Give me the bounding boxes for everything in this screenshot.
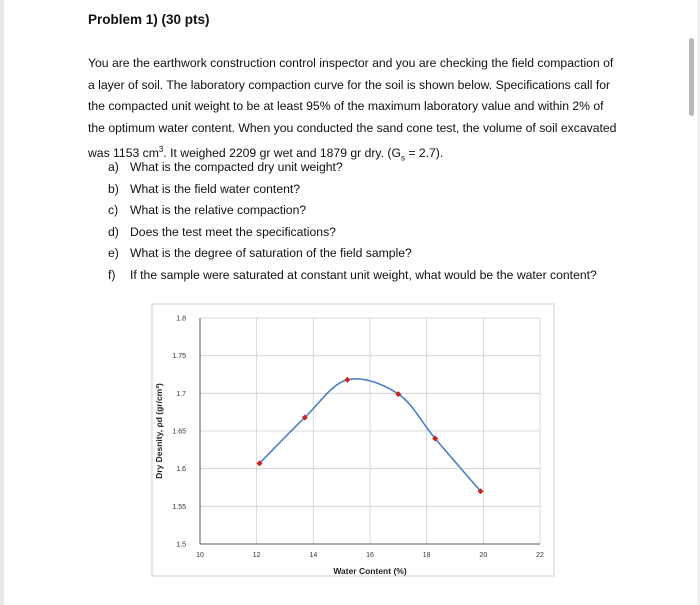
y-tick-label: 1.7 [176,390,186,398]
x-tick-label: 12 [252,552,261,559]
vertical-scrollbar[interactable] [689,38,694,116]
window-left-edge [0,0,4,605]
cubic-superscript: 3 [158,145,164,154]
question-item [108,243,597,265]
question-letter: a) [108,160,119,174]
y-tick-label: 1.55 [172,503,186,511]
question-item [108,265,597,287]
y-tick-label: 1.8 [176,315,186,323]
question-item [108,179,597,201]
question-text: Does the test meet the specifications? [130,224,336,239]
x-tick-label: 22 [536,552,544,559]
compaction-chart [148,300,558,580]
question-letter: d) [108,224,119,239]
question-text: What is the degree of saturation of the field sample? [130,246,412,260]
y-tick-label: 1.6 [176,466,186,474]
x-tick-label: 18 [422,552,431,559]
gs-subscript: s [400,153,405,163]
x-tick-label: 14 [309,552,318,559]
question-text: What is the relative compaction? [130,203,307,217]
question-text: What is the compacted dry unit weight? [130,160,343,174]
statement-text-a: You are the earthwork construction control inspector and you are checking the field compaction of a layer of soil. The laboratory compaction curve for the soil is shown below. Specifications call for the compacted unit weight to be at least 95% of the maximum laboratory value and within 2% of the optimum water content. When you conducted the sand cone test, the volume of soil excavated was 1153 cm [88,56,617,161]
statement-text-b: . It weighed 2209 gr wet and 1879 gr dry. (G [163,146,401,161]
chart-border [152,304,554,576]
question-text: If the sample were saturated at constant unit weight, what would be the water content? [130,267,597,282]
question-letter: e) [108,246,119,260]
problem-statement [88,53,618,169]
x-tick-label: 16 [366,552,374,559]
x-tick-label: 10 [196,552,204,559]
question-letter: c) [108,203,119,217]
question-letter: f) [108,267,116,282]
x-tick-label: 20 [479,552,488,559]
y-tick-label: 1.65 [172,428,186,436]
problem-title: Problem 1) (30 pts) [88,12,210,27]
y-tick-label: 1.5 [176,541,186,549]
question-text: What is the field water content? [130,181,301,196]
question-item [108,157,597,179]
question-item [108,222,597,244]
statement-text-c: = 2.7). [404,146,444,161]
question-letter: b) [108,181,119,196]
y-tick-label: 1.75 [172,353,186,361]
question-list [108,157,597,286]
x-axis-title: Water Content (%) [333,566,407,576]
y-axis-title: Dry Desnity, ρd (gr/cm³) [154,383,164,479]
question-item [108,200,597,222]
